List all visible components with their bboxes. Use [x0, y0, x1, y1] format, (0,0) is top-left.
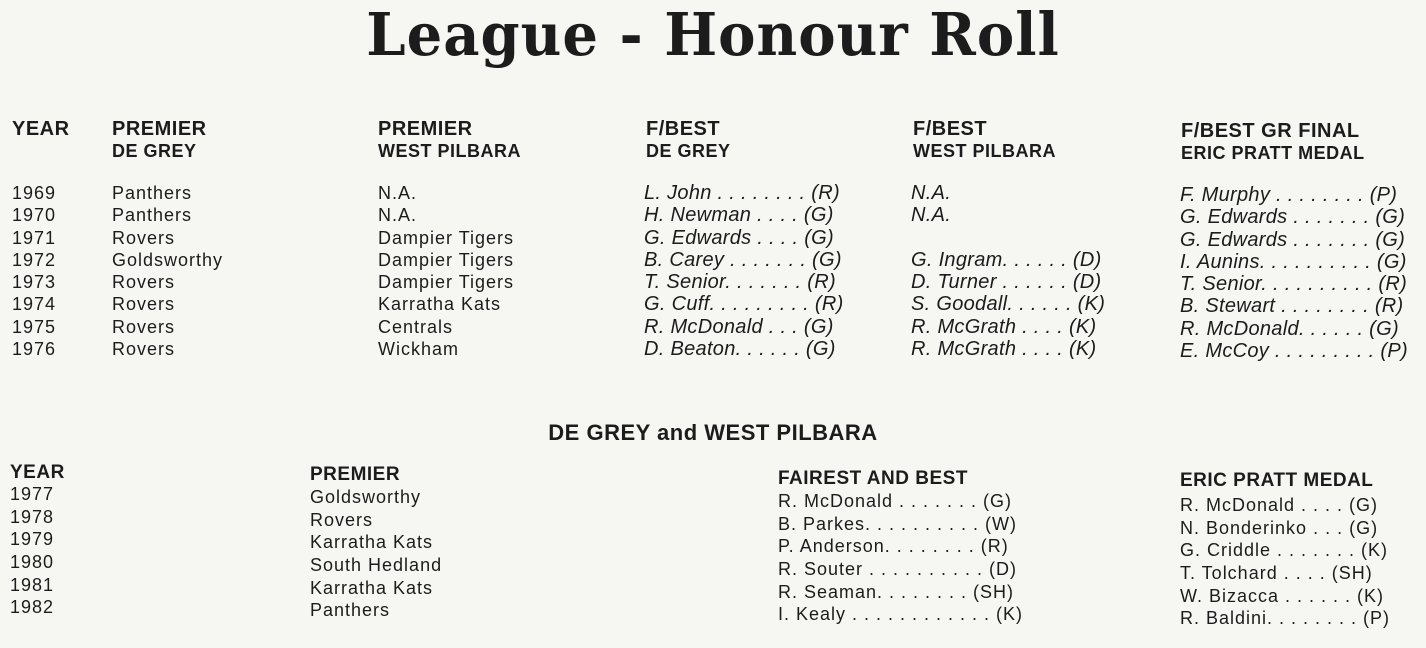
header-year: [12, 118, 70, 140]
header-line-1: F/BEST: [646, 118, 721, 140]
bottom-fairest-column: [778, 490, 1023, 626]
premier-cell: N.A.: [378, 183, 418, 203]
bottom-years-column: [10, 483, 54, 619]
fbest-cell: G. Edwards . . . . (G): [644, 226, 834, 249]
header-line-2: DE GREY: [646, 141, 731, 161]
header-line-2: WEST PILBARA: [913, 141, 1056, 161]
year-cell: 1971: [12, 227, 57, 248]
page-title: League - Honour Roll: [366, 0, 1060, 70]
bottom-premier-column: [310, 486, 442, 622]
fbest-cell: G. Edwards . . . . . . . (G): [1180, 206, 1406, 229]
year-cell: 1977: [10, 484, 55, 504]
top-fbest-grand-final-column: [1180, 184, 1408, 362]
header-fbest-de-grey: [646, 118, 731, 162]
premier-cell: Panthers: [112, 205, 193, 226]
top-years-column: [12, 182, 56, 360]
header-line-2: DE GREY: [112, 141, 197, 161]
eric-cell: T. Tolchard . . . . (SH): [1180, 563, 1373, 584]
eric-cell: R. McDonald . . . . (G): [1180, 495, 1379, 515]
top-fbest-west-pilbara-column: [911, 182, 1105, 360]
fbest-cell: N.A.: [911, 182, 952, 204]
premier-cell: Dampier Tigers: [378, 272, 515, 293]
fbest-cell: I. Aunins. . . . . . . . . . (G): [1180, 250, 1407, 273]
bottom-header-year: YEAR: [10, 462, 65, 483]
eric-cell: W. Bizacca . . . . . . (K): [1180, 585, 1385, 606]
year-cell: 1974: [12, 294, 57, 315]
year-cell: 1981: [10, 574, 55, 595]
eric-cell: R. Baldini. . . . . . . . (P): [1180, 608, 1391, 629]
header-line-1: PREMIER: [112, 118, 207, 140]
fbest-cell: G. Edwards . . . . . . . (G): [1180, 228, 1406, 251]
fbest-cell: S. Goodall. . . . . . (K): [911, 293, 1106, 316]
fbest-cell: D. Turner . . . . . . (D): [911, 271, 1102, 294]
header-line-2: WEST PILBARA: [378, 141, 521, 161]
fbest-cell: F. Murphy . . . . . . . . (P): [1180, 184, 1398, 206]
year-cell: 1969: [12, 183, 57, 203]
fbest-cell: T. Senior. . . . . . . (R): [644, 271, 836, 294]
premier-cell: Dampier Tigers: [378, 249, 515, 270]
header-fbest-grand-final: [1181, 120, 1365, 164]
top-premier-west-pilbara-column: [378, 182, 514, 360]
year-cell: 1982: [10, 597, 55, 618]
premier-cell: South Hedland: [310, 555, 443, 576]
fairest-cell: R. Seaman. . . . . . . . (SH): [778, 581, 1015, 602]
fbest-cell: T. Senior. . . . . . . . . . (R): [1180, 273, 1408, 296]
premier-cell: Rovers: [112, 339, 176, 360]
year-cell: 1973: [12, 272, 57, 293]
fbest-cell: G. Ingram. . . . . . (D): [911, 248, 1102, 271]
year-cell: 1980: [10, 552, 55, 573]
header-premier-west-pilbara: [378, 118, 521, 162]
premier-cell: N.A.: [378, 205, 418, 226]
header-fbest-west-pilbara: [913, 118, 1056, 162]
year-cell: 1978: [10, 506, 55, 527]
premier-cell: Rovers: [310, 509, 374, 530]
top-premier-de-grey-column: [112, 182, 223, 360]
premier-cell: Goldsworthy: [112, 249, 224, 270]
fairest-cell: R. Souter . . . . . . . . . . (D): [778, 559, 1018, 580]
eric-cell: G. Criddle . . . . . . . (K): [1180, 540, 1389, 561]
premier-cell: Panthers: [112, 183, 193, 203]
eric-cell: N. Bonderinko . . . (G): [1180, 517, 1379, 538]
section-title: DE GREY and WEST PILBARA: [548, 420, 878, 445]
premier-cell: Goldsworthy: [310, 487, 422, 507]
premier-cell: Rovers: [112, 272, 176, 293]
premier-cell: Panthers: [310, 600, 391, 621]
fbest-cell: G. Cuff. . . . . . . . . (R): [644, 293, 844, 316]
fbest-cell: R. McDonald . . . (G): [644, 315, 834, 338]
fairest-cell: P. Anderson. . . . . . . . (R): [778, 536, 1009, 557]
fbest-cell: H. Newman . . . . (G): [644, 204, 834, 227]
premier-cell: Karratha Kats: [310, 577, 434, 598]
header-year-label: YEAR: [12, 118, 70, 140]
premier-cell: Wickham: [378, 339, 460, 360]
fbest-cell: N.A.: [911, 204, 952, 227]
header-line-1: F/BEST: [913, 118, 988, 140]
fbest-cell: R. McGrath . . . . (K): [911, 315, 1097, 338]
year-cell: 1970: [12, 205, 57, 226]
year-cell: 1976: [12, 339, 57, 360]
bottom-header-premier: PREMIER: [310, 464, 401, 485]
fbest-cell: [911, 227, 1105, 249]
fairest-cell: B. Parkes. . . . . . . . . . (W): [778, 513, 1018, 534]
header-premier-de-grey: [112, 118, 207, 162]
top-fbest-de-grey-column: [644, 182, 844, 360]
fbest-cell: D. Beaton. . . . . . (G): [644, 338, 836, 361]
fbest-cell: E. McCoy . . . . . . . . . (P): [1180, 340, 1408, 363]
bottom-header-eric-pratt: ERIC PRATT MEDAL: [1180, 470, 1374, 491]
fbest-cell: B. Carey . . . . . . . (G): [644, 248, 842, 271]
header-line-1: PREMIER: [378, 118, 473, 140]
premier-cell: Karratha Kats: [310, 532, 434, 553]
fairest-cell: R. McDonald . . . . . . . (G): [778, 491, 1013, 511]
bottom-eric-pratt-column: [1180, 494, 1390, 630]
header-line-2: ERIC PRATT MEDAL: [1181, 143, 1365, 163]
premier-cell: Rovers: [112, 294, 176, 315]
fairest-cell: I. Kealy . . . . . . . . . . . . (K): [778, 604, 1024, 625]
year-cell: 1975: [12, 316, 57, 337]
premier-cell: Rovers: [112, 227, 176, 248]
bottom-header-fairest-best: FAIREST AND BEST: [778, 468, 968, 489]
fbest-cell: L. John . . . . . . . . (R): [644, 182, 840, 204]
fbest-cell: R. McDonald. . . . . . (G): [1180, 317, 1399, 340]
premier-cell: Rovers: [112, 316, 176, 337]
year-cell: 1972: [12, 249, 57, 270]
fbest-cell: B. Stewart . . . . . . . . (R): [1180, 295, 1404, 318]
fbest-cell: R. McGrath . . . . (K): [911, 338, 1097, 361]
premier-cell: Karratha Kats: [378, 294, 502, 315]
header-line-1: F/BEST GR FINAL: [1181, 120, 1360, 142]
year-cell: 1979: [10, 529, 55, 550]
premier-cell: Centrals: [378, 316, 454, 337]
premier-cell: Dampier Tigers: [378, 227, 515, 248]
